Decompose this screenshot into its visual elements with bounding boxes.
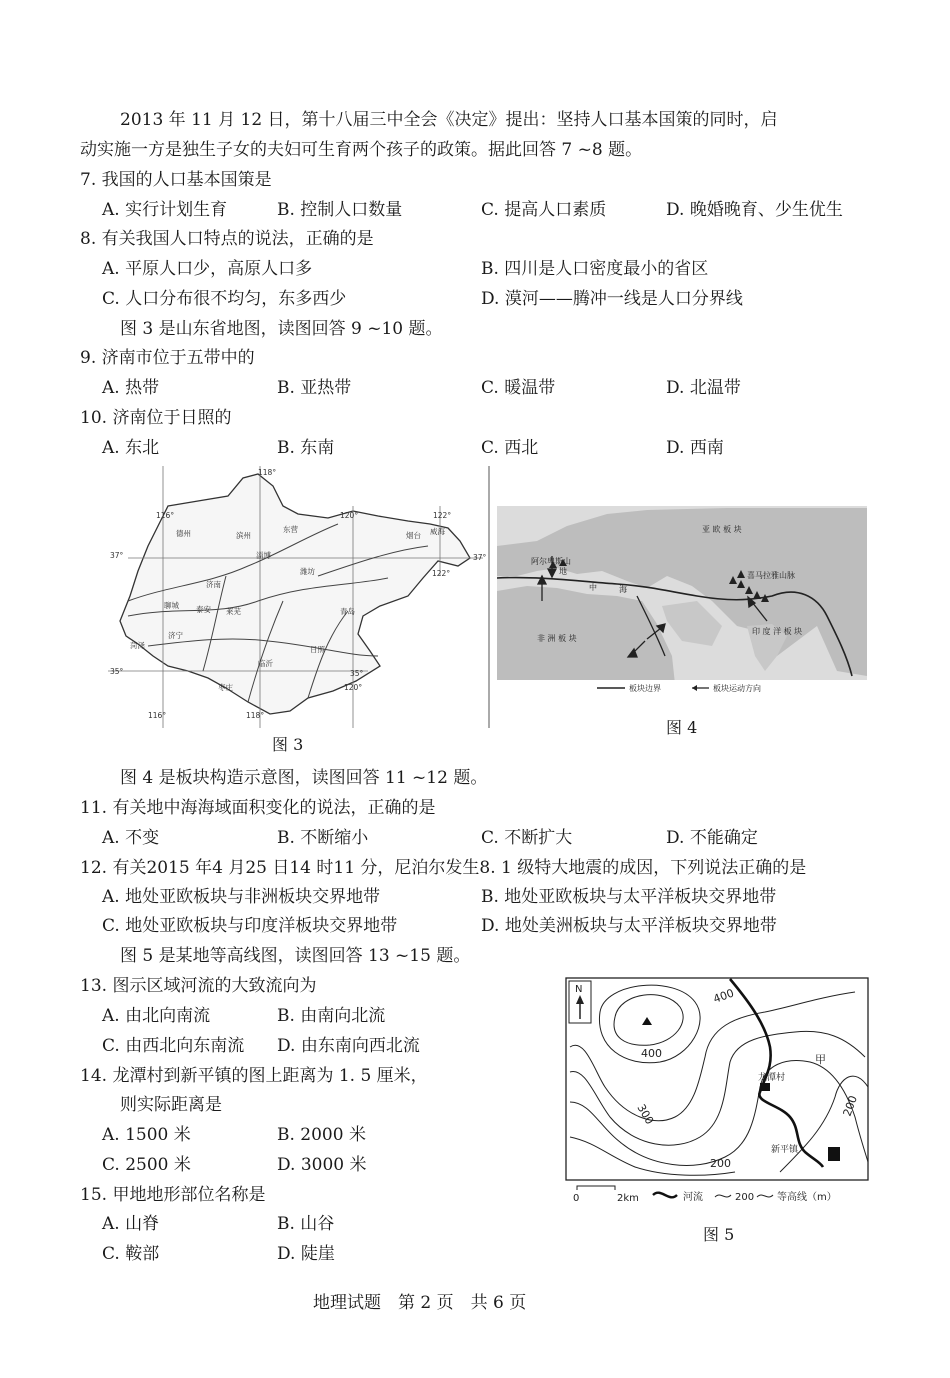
svg-text:德州: 德州 bbox=[176, 529, 191, 538]
q15-option-d: D. 陡崖 bbox=[277, 1244, 335, 1264]
svg-text:河流: 河流 bbox=[683, 1192, 703, 1203]
q12-option-b: B. 地处亚欧板块与太平洋板块交界地带 bbox=[481, 887, 777, 907]
q13-stem: 13. 图示区域河流的大致流向为 bbox=[80, 976, 317, 996]
svg-text:东营: 东营 bbox=[283, 525, 298, 534]
svg-text:120°: 120° bbox=[340, 511, 359, 520]
q7-stem: 7. 我国的人口基本国策是 bbox=[80, 170, 272, 190]
q13-option-c: C. 由西北向东南流 bbox=[102, 1036, 245, 1056]
q11-option-d: D. 不能确定 bbox=[666, 828, 758, 848]
q8-option-b: B. 四川是人口密度最小的省区 bbox=[481, 259, 709, 279]
q9-option-c: C. 暖温带 bbox=[481, 378, 556, 398]
intro-line-1: 2013 年 11 月 12 日，第十八届三中全会《决定》提出：坚持人口基本国策的同时，启 bbox=[120, 110, 778, 130]
svg-text:37°: 37° bbox=[110, 551, 124, 560]
svg-text:中: 中 bbox=[589, 583, 597, 592]
svg-text:200: 200 bbox=[840, 1093, 861, 1119]
q10-option-c: C. 西北 bbox=[481, 438, 539, 458]
svg-text:400: 400 bbox=[641, 1047, 662, 1060]
q14-option-c: C. 2500 米 bbox=[102, 1155, 191, 1175]
q15-stem: 15. 甲地地形部位名称是 bbox=[80, 1185, 266, 1205]
page-footer: 地理试题 第 2 页 共 6 页 bbox=[313, 1293, 527, 1313]
q13-option-d: D. 由东南向西北流 bbox=[277, 1036, 420, 1056]
svg-text:板块运动方向: 板块运动方向 bbox=[713, 684, 761, 693]
svg-text:喜马拉雅山脉: 喜马拉雅山脉 bbox=[747, 571, 795, 580]
svg-text:板块边界: 板块边界 bbox=[629, 684, 661, 693]
svg-text:非 洲 板 块: 非 洲 板 块 bbox=[537, 634, 577, 643]
svg-text:淄博: 淄博 bbox=[256, 551, 271, 560]
svg-text:潍坊: 潍坊 bbox=[300, 567, 315, 576]
svg-text:新平镇: 新平镇 bbox=[771, 1145, 799, 1155]
q7-option-d: D. 晚婚晚育、少生优生 bbox=[666, 200, 843, 220]
q9-stem: 9. 济南市位于五带中的 bbox=[80, 348, 255, 368]
figure-4-legend bbox=[597, 682, 777, 694]
q10-stem: 10. 济南位于日照的 bbox=[80, 408, 232, 428]
q10-option-d: D. 西南 bbox=[666, 438, 724, 458]
svg-text:35°: 35° bbox=[350, 669, 364, 678]
q14-stem-1: 14. 龙潭村到新平镇的图上距离为 1. 5 厘米， bbox=[80, 1066, 428, 1086]
svg-text:滨州: 滨州 bbox=[236, 531, 251, 540]
intro-fig5: 图 5 是某地等高线图，读图回答 13 ~15 题。 bbox=[120, 946, 471, 966]
q8-option-c: C. 人口分布很不均匀，东多西少 bbox=[102, 289, 347, 309]
q14-stem-2: 则实际距离是 bbox=[120, 1095, 222, 1115]
figure-5-legend bbox=[573, 1186, 837, 1204]
figure-5-caption: 图 5 bbox=[703, 1225, 735, 1244]
svg-text:200: 200 bbox=[735, 1192, 755, 1203]
svg-text:龙潭村: 龙潭村 bbox=[758, 1073, 786, 1083]
q9-option-a: A. 热带 bbox=[102, 378, 160, 398]
q12-option-a: A. 地处亚欧板块与非洲板块交界地带 bbox=[102, 887, 381, 907]
svg-text:菏泽: 菏泽 bbox=[130, 641, 145, 650]
figure-4-caption: 图 4 bbox=[666, 718, 698, 737]
svg-text:烟台: 烟台 bbox=[406, 531, 421, 540]
svg-text:200: 200 bbox=[710, 1157, 731, 1170]
q13-option-b: B. 由南向北流 bbox=[277, 1006, 386, 1026]
svg-text:亚 欧 板 块: 亚 欧 板 块 bbox=[702, 525, 742, 534]
svg-text:甲: 甲 bbox=[815, 1053, 826, 1066]
north-label: N bbox=[575, 984, 583, 995]
svg-text:日照: 日照 bbox=[310, 645, 325, 654]
q12-option-d: D. 地处美洲板块与太平洋板块交界地带 bbox=[481, 916, 777, 936]
svg-text:海: 海 bbox=[619, 585, 627, 594]
intro-line-2: 动实施一方是独生子女的夫妇可生育两个孩子的政策。据此回答 7 ~8 题。 bbox=[80, 140, 643, 160]
q11-option-c: C. 不断扩大 bbox=[481, 828, 573, 848]
q8-option-a: A. 平原人口少，高原人口多 bbox=[102, 259, 313, 279]
svg-text:2km: 2km bbox=[617, 1193, 639, 1204]
q12-option-c: C. 地处亚欧板块与印度洋板块交界地带 bbox=[102, 916, 398, 936]
svg-text:116°: 116° bbox=[148, 711, 167, 720]
q10-option-a: A. 东北 bbox=[102, 438, 160, 458]
intro-fig3: 图 3 是山东省地图，读图回答 9 ~10 题。 bbox=[120, 319, 443, 339]
figure-5-contour-map bbox=[565, 977, 870, 1207]
q12-stem: 12. 有关2015 年4 月25 日14 时11 分，尼泊尔发生8. 1 级特大地震的成因，下列说法正确的是 bbox=[80, 858, 807, 878]
q7-option-c: C. 提高人口素质 bbox=[481, 200, 607, 220]
q15-option-a: A. 山脊 bbox=[102, 1214, 160, 1234]
svg-text:300: 300 bbox=[634, 1102, 657, 1127]
q8-option-d: D. 漠河——腾冲一线是人口分界线 bbox=[481, 289, 743, 309]
svg-text:等高线（m）: 等高线（m） bbox=[777, 1192, 837, 1203]
svg-text:聊城: 聊城 bbox=[164, 601, 179, 610]
figure-3-caption: 图 3 bbox=[272, 735, 304, 754]
svg-text:济宁: 济宁 bbox=[168, 631, 183, 640]
svg-text:118°: 118° bbox=[258, 468, 277, 477]
svg-text:济南: 济南 bbox=[206, 580, 221, 589]
intro-fig4: 图 4 是板块构造示意图，读图回答 11 ~12 题。 bbox=[120, 768, 488, 788]
q10-option-b: B. 东南 bbox=[277, 438, 335, 458]
q7-option-a: A. 实行计划生育 bbox=[102, 200, 228, 220]
q11-option-b: B. 不断缩小 bbox=[277, 828, 369, 848]
svg-text:400: 400 bbox=[711, 986, 736, 1006]
q9-option-b: B. 亚热带 bbox=[277, 378, 352, 398]
svg-text:泰安: 泰安 bbox=[196, 605, 211, 614]
q14-option-b: B. 2000 米 bbox=[277, 1125, 366, 1145]
svg-text:地: 地 bbox=[559, 567, 567, 576]
svg-text:阿尔卑斯山: 阿尔卑斯山 bbox=[531, 557, 571, 566]
svg-text:临沂: 临沂 bbox=[258, 659, 273, 668]
figure-4-plate-map bbox=[497, 506, 867, 696]
figure-3-shandong-map bbox=[108, 466, 490, 728]
q7-option-b: B. 控制人口数量 bbox=[277, 200, 403, 220]
svg-text:116°: 116° bbox=[156, 511, 175, 520]
svg-text:0: 0 bbox=[573, 1193, 580, 1204]
q15-option-b: B. 山谷 bbox=[277, 1214, 335, 1234]
q15-option-c: C. 鞍部 bbox=[102, 1244, 160, 1264]
q11-stem: 11. 有关地中海海域面积变化的说法，正确的是 bbox=[80, 798, 436, 818]
q8-stem: 8. 有关我国人口特点的说法，正确的是 bbox=[80, 229, 374, 249]
q11-option-a: A. 不变 bbox=[102, 828, 160, 848]
q14-option-a: A. 1500 米 bbox=[102, 1125, 191, 1145]
svg-text:37°: 37° bbox=[473, 553, 487, 562]
q14-option-d: D. 3000 米 bbox=[277, 1155, 367, 1175]
svg-text:118°: 118° bbox=[246, 711, 265, 720]
svg-text:青岛: 青岛 bbox=[340, 607, 355, 616]
q9-option-d: D. 北温带 bbox=[666, 378, 741, 398]
svg-text:印 度 洋 板 块: 印 度 洋 板 块 bbox=[752, 627, 803, 636]
q13-option-a: A. 由北向南流 bbox=[102, 1006, 211, 1026]
svg-text:莱芜: 莱芜 bbox=[226, 607, 241, 616]
svg-text:枣庄: 枣庄 bbox=[218, 683, 233, 692]
svg-text:122°: 122° bbox=[433, 511, 452, 520]
svg-text:35°: 35° bbox=[110, 667, 124, 676]
svg-text:威海: 威海 bbox=[430, 527, 445, 536]
svg-text:120°: 120° bbox=[344, 683, 363, 692]
svg-text:122°: 122° bbox=[432, 569, 451, 578]
